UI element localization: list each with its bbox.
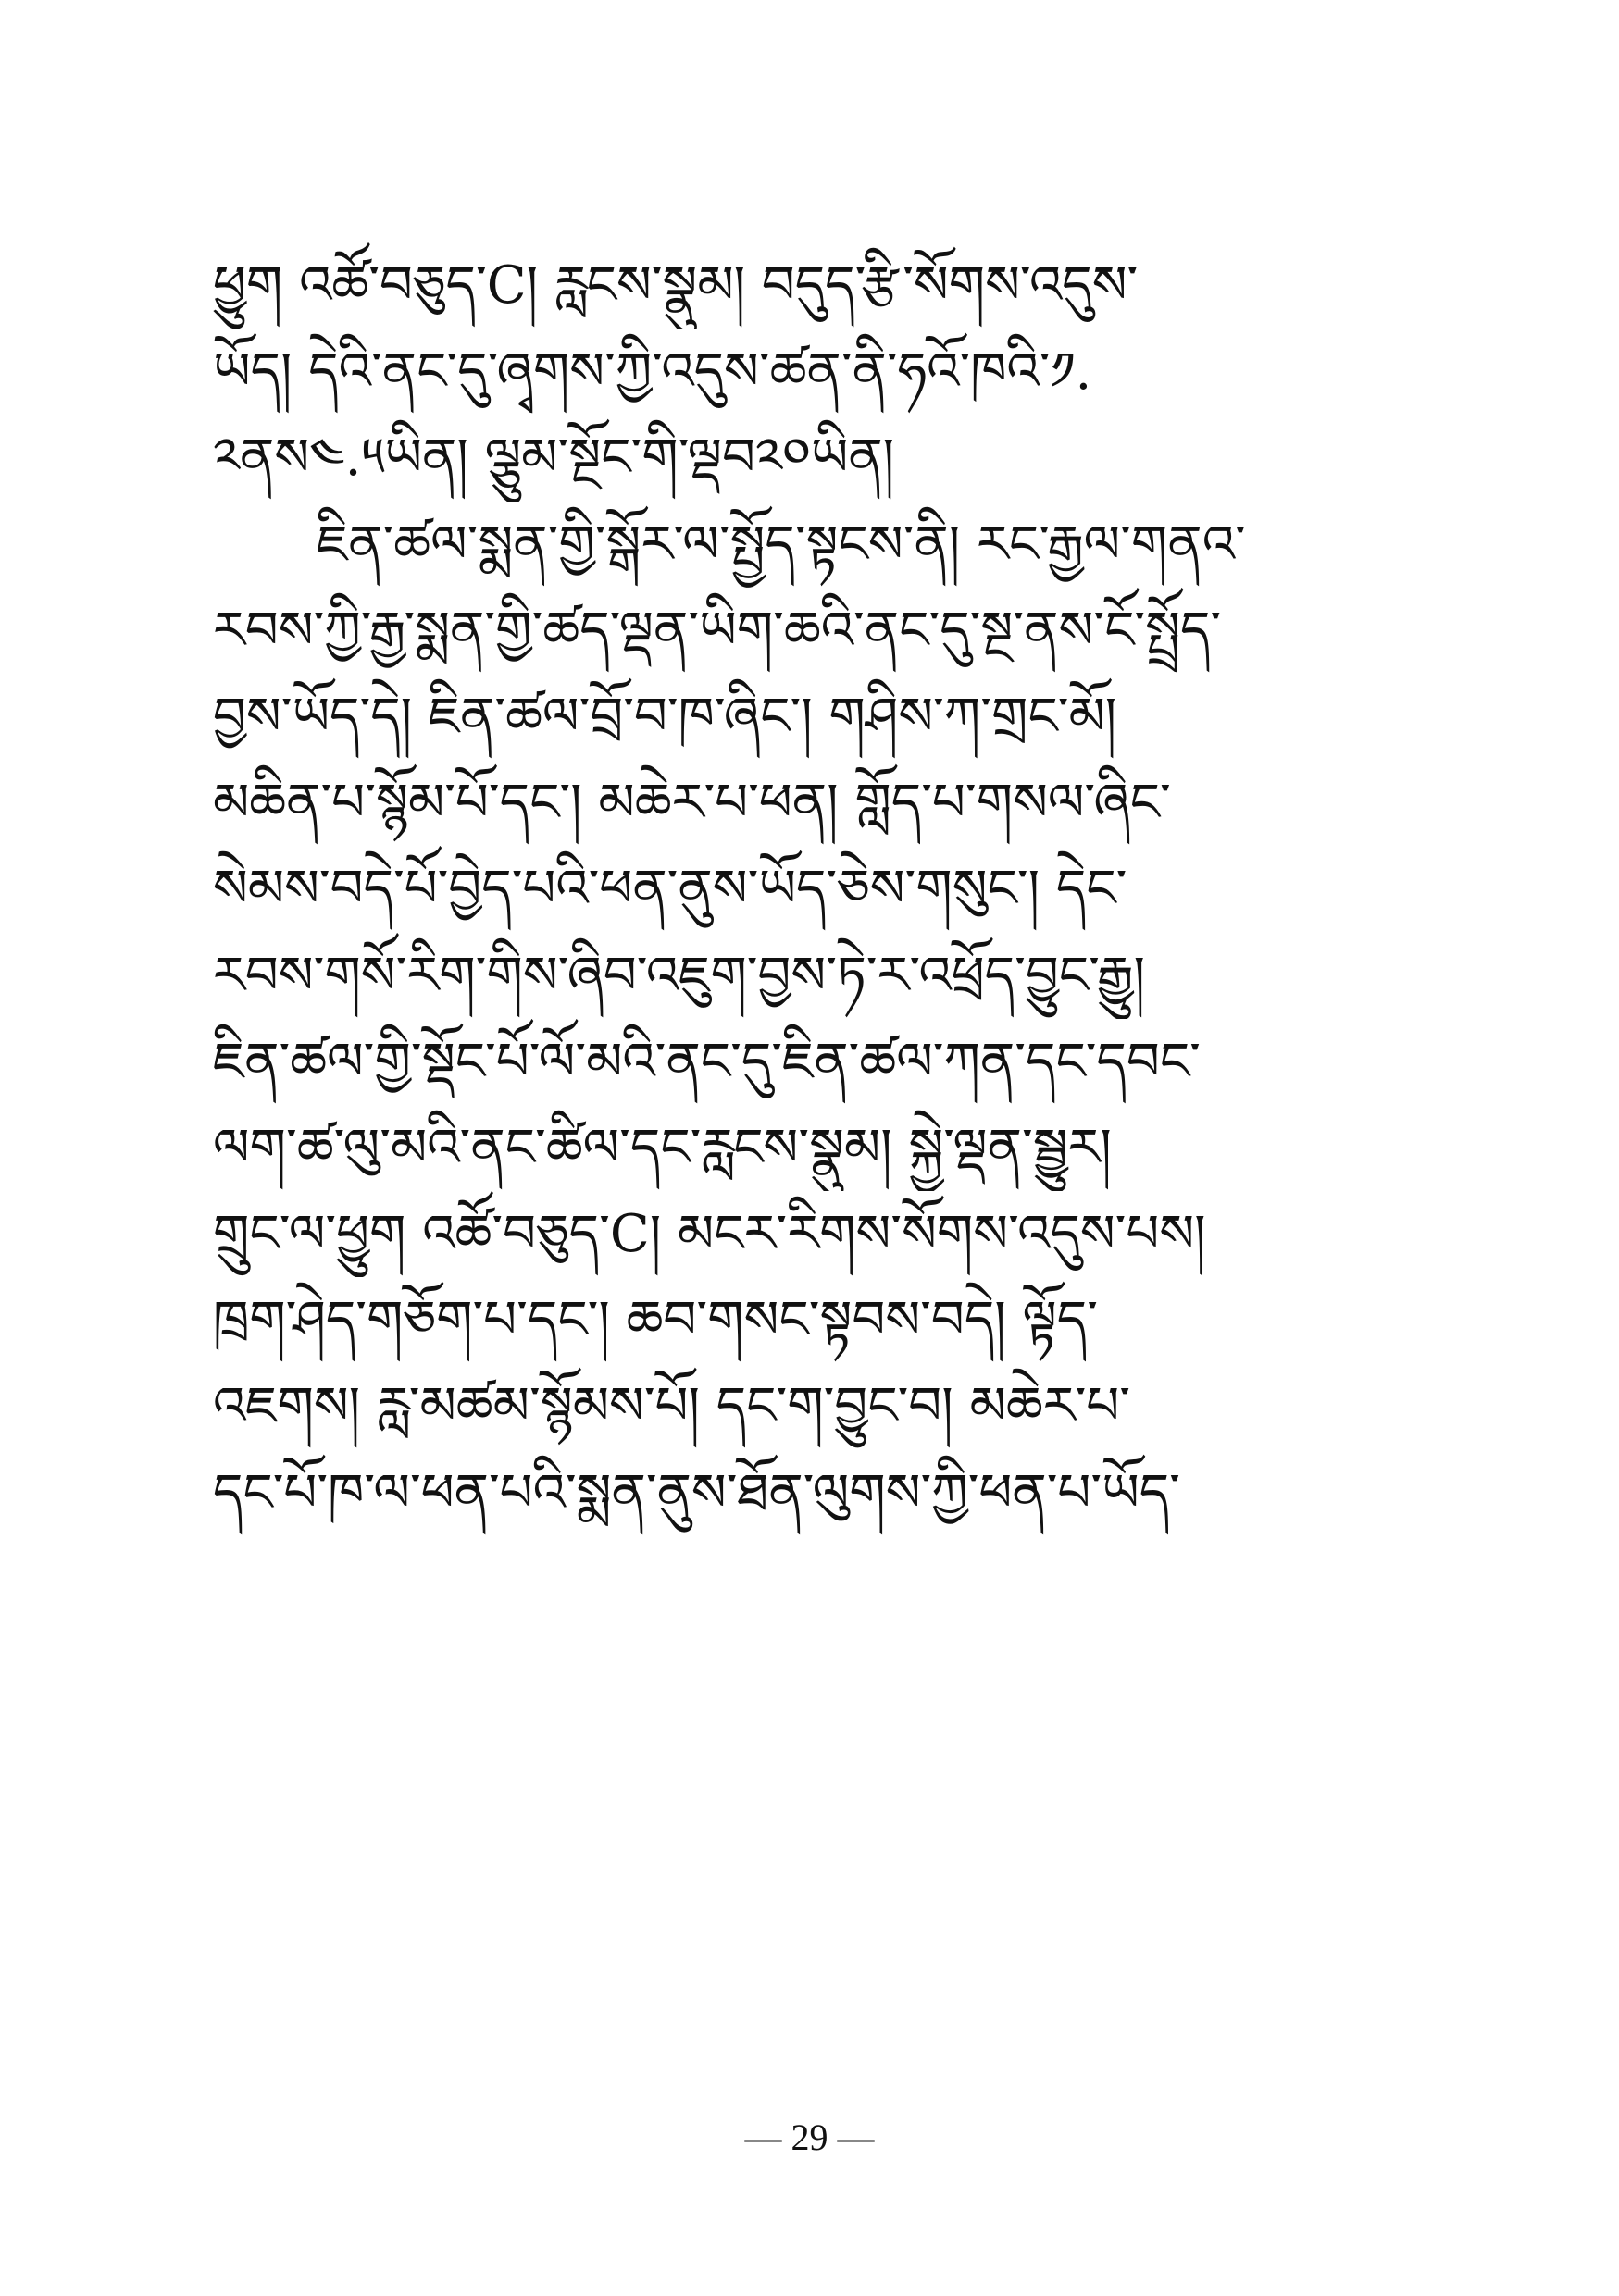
text-line-8: སེམས་བདེ་པོ་བྱེད་པའི་ཕན་ནུས་ཡོད་ཅེས་གསུང་། དེང་	[213, 859, 1127, 920]
text-line-2: ཡོད། དེའི་ནང་དུ་ཞྭགས་ཀྱི་འདུས་ཚན་ནི་ཧའོ་ཁའི་༡.	[213, 341, 1092, 403]
text-line-13: ཁྲག་ཤེད་གཅོག་པ་དང་། ཆབ་གསང་སྟབས་བདེ། ལྟོད་	[213, 1290, 1098, 1351]
body-text	[213, 242, 1435, 1536]
text-line-6: བྱས་ཡོད་དེ། ཇིན་ཚལ་བྲོ་བ་ཁ་ཞིང་། གཤིས་ཀ་གྲང་མོ།	[213, 686, 1117, 747]
text-line-15: དང་པོ་ཁ་ལ་ཕན་པའི་སྨན་ནུས་ཐོན་ལུགས་ཀྱི་ཕན་པ་ཡོད་	[213, 1462, 1180, 1523]
text-line-1: ཕྱུག འཚོ་བཅུད་C། རླངས་སྣུམ། བདུད་རྩི་སོགས་འདུས་	[213, 255, 1139, 316]
text-line-10: ཇིན་ཚལ་གྱི་སྡོང་པོ་ལོ་མའི་ནང་དུ་ཇིན་ཚལ་ཀན་དང་དབང་	[213, 1031, 1201, 1092]
text-line-7: མཆིན་པ་སྙོམ་པོ་དང་། མཆེར་པ་ཕན། གློད་པ་གསལ་ཞིང་	[213, 773, 1171, 834]
text-line-12: གྲུང་ལ་ཕྱུག འཚོ་བཅུད་C། མངར་རིགས་སོགས་འདུས་པས།	[213, 1204, 1206, 1265]
text-line-3: ༢ནས༤.༥ཡིན། ལྕུམ་སྔོང་གི་ལྡབ༢༠ཡིན།	[213, 428, 895, 489]
text-line-11: ལག་ཚ་ལུ་མའི་ནང་ཚིལ་དང་རླངས་སྣུམ། སྐྱེ་ལྡན་སྦྱུར།	[213, 1117, 1112, 1178]
text-line-5: རབས་ཀྱི་རྒྱ་སྨན་གྱི་ཚད་ལྡན་ཡིག་ཆའི་ནང་དུ་སྔ་ནས་ངོ་སྤྲོད་	[213, 600, 1222, 661]
text-line-9: རབས་གསོ་རིག་གིས་ཞིབ་འཇུག་བྱས་ཏེ་ར་འཕྲོད་བྱུང་རྒྱུ།	[213, 945, 1145, 1006]
text-line-4: ཇིན་ཚལ་སྨན་གྱི་སྒོར་ལ་སྤྱོད་སྟངས་ནི། རང་རྒྱལ་གནའ་	[317, 514, 1246, 575]
text-line-14: འཇགས། རླ་མཚམ་སྙོམས་པོ། དང་ག་བྱུང་བ། མཆེར་པ་	[213, 1376, 1131, 1437]
page-number: — 29 —	[744, 2116, 875, 2158]
